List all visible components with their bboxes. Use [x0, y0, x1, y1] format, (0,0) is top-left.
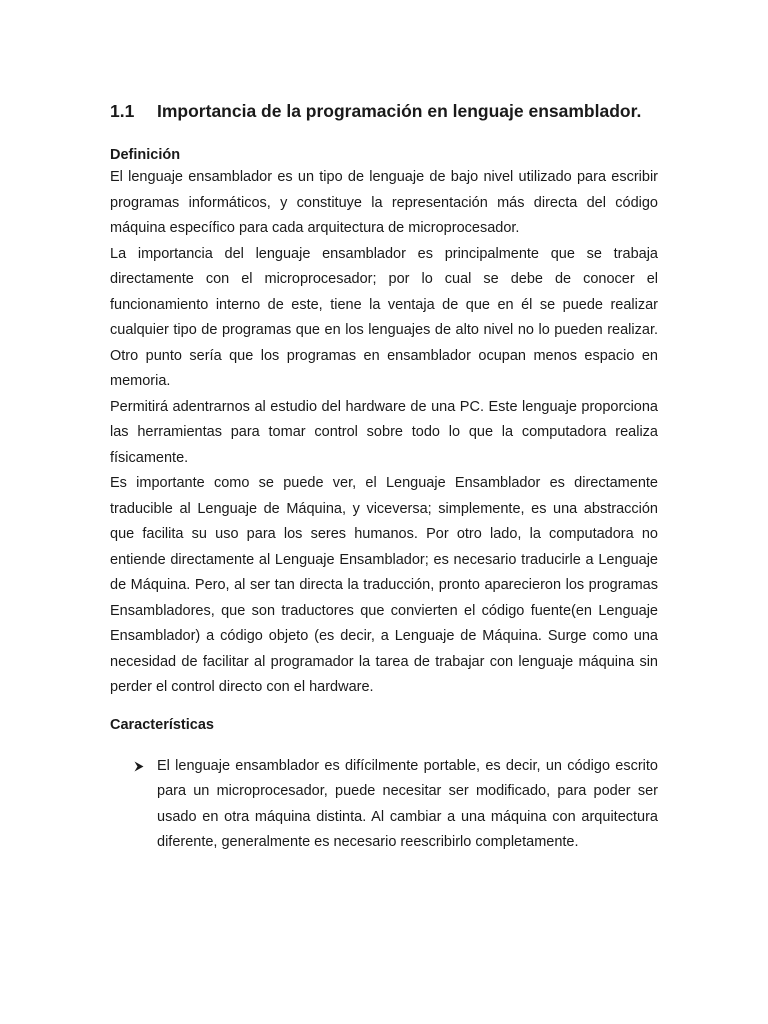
subheading-definicion: Definición: [110, 147, 181, 163]
section-heading: [110, 99, 658, 123]
paragraph-translation: Es importante como se puede ver, el Lenguaje Ensamblador es directamente traducible al Lenguaje de Máquina, y viceversa; simplemente, es una abstracción que facilita su uso para los seres humanos. Por otro lado, la computadora no entiende directamente al Lenguaje Ensamblador; es necesario traducirle a Lenguaje de Máquina. Pero, al ser tan directa la traducción, pronto aparecieron los programas Ensambladores, que son traductores que convierten el código fuente(en Lenguaje Ensamblador) a código objeto (es decir, a Lenguaje de Máquina. Surge como una necesidad de facilitar al programador la tarea de trabajar con lenguaje máquina sin perder el control directo con el hardware.: [110, 475, 658, 695]
characteristics-list: [110, 754, 658, 856]
document-page: [110, 99, 658, 856]
paragraph-hardware: Permitirá adentrarnos al estudio del hardware de una PC. Este lenguaje proporciona las herramientas para tomar control sobre todo lo que la computadora realiza físicamente.: [110, 398, 658, 466]
section-title: Importancia de la programación en lenguaje ensamblador.: [157, 101, 642, 121]
section-number: 1.1: [110, 101, 135, 121]
arrowhead-bullet-icon: [110, 754, 157, 780]
paragraph-definition: El lenguaje ensamblador es un tipo de lenguaje de bajo nivel utilizado para escribir programas informáticos, y constituye la representación más directa del código máquina específico para cada arquitectura de microprocesador.: [110, 169, 658, 236]
paragraph-importance: La importancia del lenguaje ensamblador es principalmente que se trabaja directamente con el microprocesador; por lo cual se debe de conocer el funcionamiento interno de este, tiene la ventaja de que en él se puede realizar cualquier tipo de programas que en los lenguajes de alto nivel no lo pueden realizar. Otro punto sería que los programas en ensamblador ocupan menos espacio en memoria.: [110, 245, 658, 389]
subheading-caracteristicas: Características: [110, 716, 214, 733]
list-item-text: El lenguaje ensamblador es difícilmente portable, es decir, un código escrito para un microprocesador, puede necesitar ser modificado, para poder ser usado en otra máquina distinta. Al cambiar a una máquina con arquitectura diferente, generalmente es necesario reescribirlo completamente.: [157, 757, 658, 850]
list-item: [110, 754, 658, 856]
